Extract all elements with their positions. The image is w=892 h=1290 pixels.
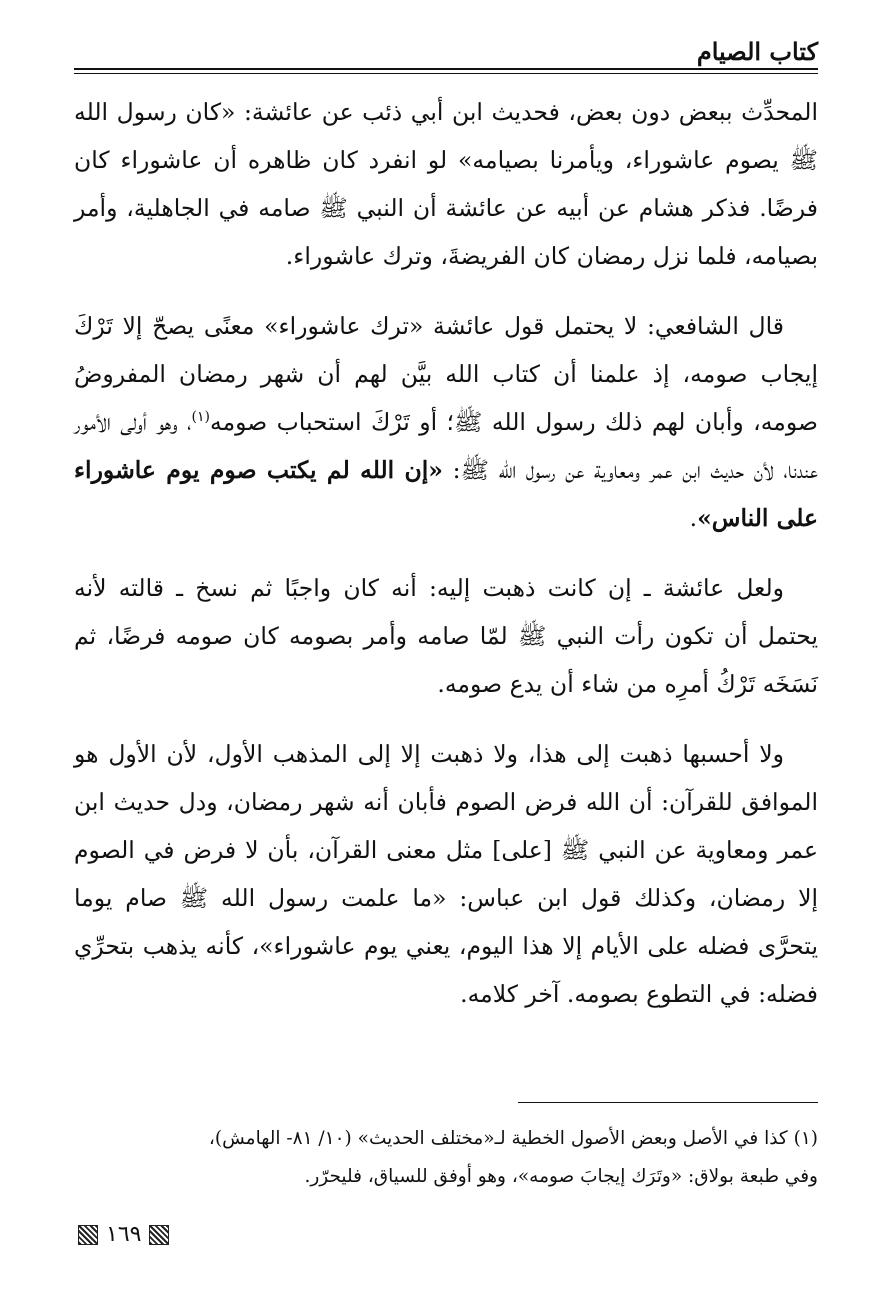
header-rule-thin [74, 73, 818, 74]
page-folio [78, 1222, 169, 1247]
paragraph-2 [74, 302, 818, 542]
paragraph-3: ولعل عائشة ـ إن كانت ذهبت إليه: أنه كان واجبًا ثم نسخ ـ قالته لأنه يحتمل أن تكون رأت النبي ﷺ لمّا صامه وأمر بصومه كان صومه فرضًا، ثم نَسَخَه تَرْكُ أمرِه من شاء أن يدع صومه. [74, 574, 818, 698]
paragraph-1: المحدِّث ببعض دون بعض، فحديث ابن أبي ذئب عن عائشة: «كان رسول الله ﷺ يصوم عاشوراء، ويأمرنا بصيامه» لو انفرد كان ظاهره أن عاشوراء كان فرضًا. فذكر هشام عن أبيه عن عائشة أن النبي ﷺ صامه في الجاهلية، وأمر بصيامه، فلما نزل رمضان كان الفريضةَ، وترك عاشوراء. [74, 98, 818, 270]
page-number: ١٦٩ [106, 1222, 142, 1247]
paragraph-2-part-b: ، وهو أولى الأمور عندنا، لأن حديث ابن عمر ومعاوية عن رسول الله ﷺ: [74, 408, 819, 484]
running-head [74, 28, 818, 72]
footnote-line-2: وفي طبعة بولاق: «وتَرَك إيجابَ صومه»، وهو أوفق للسياق، فليحرّر. [304, 1166, 818, 1187]
floral-ornament-icon [78, 1225, 98, 1245]
floral-ornament-icon [149, 1225, 169, 1245]
main-text [74, 88, 818, 1040]
paragraph-2-part-a: قال الشافعي: لا يحتمل قول عائشة «ترك عاشوراء» معنًى يصحّ إلا تَرْكَ إيجاب صومه، إذ علمنا أن كتاب الله بيَّن لهم أن شهر رمضان المفروضُ صومه، وأبان لهم ذلك رسول الله ﷺ؛ أو تَرْكَ استحباب صومه [74, 312, 818, 436]
header-rule-thick [74, 68, 818, 70]
footnote [74, 1120, 818, 1196]
footnote-reference[interactable]: (١) [191, 409, 210, 426]
footnote-line-1: (١) كذا في الأصل وبعض الأصول الخطية لـ«مختلف الحديث» (١٠/ ٨١- الهامش)، [208, 1128, 818, 1149]
hadith-quote-bold: «إن الله لم يكتب صوم يوم عاشوراء على الناس» [74, 456, 818, 532]
footnote-separator [518, 1102, 818, 1103]
paragraph-4: ولا أحسبها ذهبت إلى هذا، ولا ذهبت إلا إلى المذهب الأول، لأن الأول هو الموافق للقرآن: أن الله فرض الصوم فأبان أنه شهر رمضان، ودل حديث ابن عمر ومعاوية عن النبي ﷺ [على] مثل معنى القرآن، بأن لا فرض في الصوم إلا رمضان، وكذلك قول ابن عباس: «ما علمت رسول الله ﷺ صام يوما يتحرَّى فضله على الأيام إلا هذا اليوم، يعني يوم عاشوراء»، كأنه يذهب بتحرِّي فضله: في التطوع بصومه. آخر كلامه. [74, 740, 818, 1008]
chapter-title: كتاب الصيام [696, 37, 818, 66]
paragraph-2-part-c: . [689, 504, 698, 532]
